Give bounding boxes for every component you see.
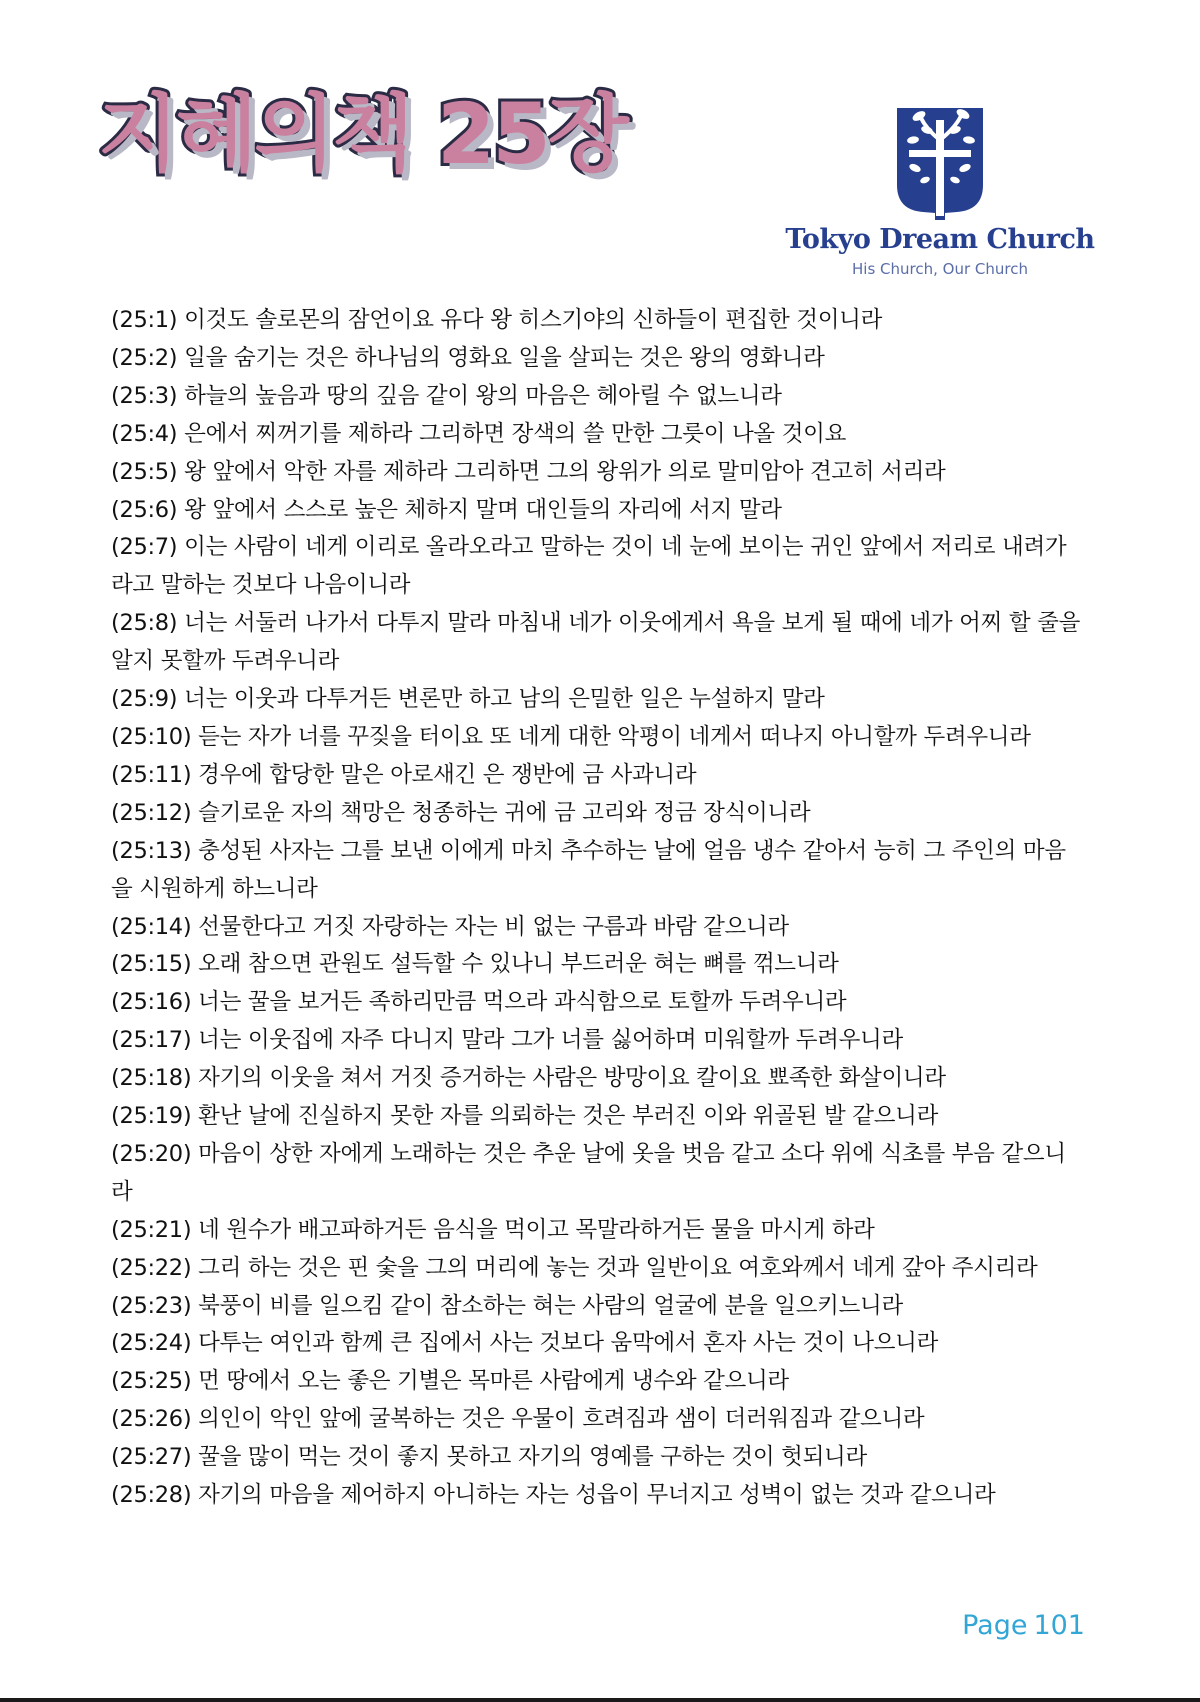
verse-item	[111, 1401, 1086, 1439]
verse-item	[111, 1060, 1086, 1098]
verse-text: 의인이 악인 앞에 굴복하는 것은 우물이 흐려짐과 샘이 더러워짐과 같으니라	[198, 1406, 925, 1433]
verse-list	[111, 302, 1086, 1515]
verse-item	[111, 1022, 1086, 1060]
verse-text: 선물한다고 거짓 자랑하는 자는 비 없는 구름과 바람 같으니라	[198, 913, 789, 940]
verse-text: 환난 날에 진실하지 못한 자를 의뢰하는 것은 부러진 이와 위골된 발 같으니라	[198, 1103, 939, 1130]
verse-text: 너는 이웃과 다투거든 변론만 하고 남의 은밀한 일은 누설하지 말라	[184, 686, 825, 713]
verse-item	[111, 681, 1086, 719]
verse-ref: (25:13)	[111, 837, 192, 864]
verse-item	[111, 757, 1086, 795]
church-tagline: His Church, Our Church	[852, 260, 1028, 278]
verse-ref: (25:4)	[111, 420, 178, 447]
verse-ref: (25:9)	[111, 686, 178, 713]
title-block	[98, 85, 626, 183]
verse-ref: (25:22)	[111, 1254, 192, 1281]
verse-text: 꿀을 많이 먹는 것이 좋지 못하고 자기의 영예를 구하는 것이 헛되니라	[198, 1444, 867, 1471]
verse-ref: (25:14)	[111, 913, 192, 940]
verse-item	[111, 1212, 1086, 1250]
verse-text: 네 원수가 배고파하거든 음식을 먹이고 목말라하거든 물을 마시게 하라	[198, 1216, 875, 1243]
bottom-border	[0, 1698, 1200, 1702]
verse-text: 먼 땅에서 오는 좋은 기별은 목마른 사람에게 냉수와 같으니라	[198, 1368, 789, 1395]
verse-text: 오래 참으면 관원도 설득할 수 있나니 부드러운 혀는 뼈를 꺾느니라	[198, 951, 839, 978]
verse-text: 그리 하는 것은 핀 숯을 그의 머리에 놓는 것과 일반이요 여호와께서 네게 갚아 주시리라	[198, 1254, 1038, 1281]
verse-text: 이는 사람이 네게 이리로 올라오라고 말하는 것이 네 눈에 보이는 귀인 앞에서 저리로 내려가라고 말하는 것보다 나음이니라	[111, 534, 1067, 599]
verse-text: 듣는 자가 너를 꾸짖을 터이요 또 네게 대한 악평이 네게서 떠나지 아니할까 두려우니라	[198, 723, 1031, 750]
verse-item	[111, 529, 1086, 605]
verse-ref: (25:1)	[111, 307, 178, 333]
verse-item	[111, 1288, 1086, 1326]
verse-item	[111, 492, 1086, 530]
verse-text: 자기의 이웃을 쳐서 거짓 증거하는 사람은 방망이요 칼이요 뾰족한 화살이니라	[198, 1065, 946, 1092]
verse-item	[111, 1250, 1086, 1288]
verse-item	[111, 1136, 1086, 1212]
verse-ref: (25:17)	[111, 1027, 192, 1054]
verse-ref: (25:23)	[111, 1292, 192, 1319]
verse-ref: (25:28)	[111, 1482, 192, 1509]
verse-item	[111, 340, 1086, 378]
verse-text: 너는 서둘러 나가서 다투지 말라 마침내 네가 이웃에게서 욕을 보게 될 때에 네가 어찌 할 줄을 알지 못할까 두려우니라	[111, 610, 1081, 675]
verse-item	[111, 909, 1086, 947]
verse-text: 충성된 사자는 그를 보낸 이에게 마치 추수하는 날에 얼음 냉수 같아서 능히 그 주인의 마음을 시원하게 하느니라	[111, 837, 1066, 902]
verse-item	[111, 1477, 1086, 1515]
verse-text: 마음이 상한 자에게 노래하는 것은 추운 날에 옷을 벗음 같고 소다 위에 식초를 부음 같으니라	[111, 1140, 1066, 1205]
verse-item	[111, 795, 1086, 833]
verse-item	[111, 605, 1086, 681]
verse-ref: (25:2)	[111, 344, 178, 371]
verse-ref: (25:7)	[111, 534, 178, 561]
verse-text: 하늘의 높음과 땅의 깊음 같이 왕의 마음은 헤아릴 수 없느니라	[184, 382, 782, 409]
verse-ref: (25:6)	[111, 496, 178, 523]
verse-item	[111, 1325, 1086, 1363]
verse-item	[111, 1439, 1086, 1477]
verse-ref: (25:12)	[111, 799, 192, 826]
verse-item	[111, 378, 1086, 416]
verse-ref: (25:27)	[111, 1444, 192, 1471]
verse-ref: (25:15)	[111, 951, 192, 978]
verse-item	[111, 1098, 1086, 1136]
verse-item	[111, 1363, 1086, 1401]
verse-ref: (25:3)	[111, 382, 178, 409]
verse-ref: (25:19)	[111, 1103, 192, 1130]
verse-text: 너는 이웃집에 자주 다니지 말라 그가 너를 싫어하며 미워할까 두려우니라	[198, 1027, 903, 1054]
cross-tree-icon	[885, 100, 995, 220]
verse-text: 왕 앞에서 악한 자를 제하라 그리하면 그의 왕위가 의로 말미암아 견고히 서리라	[184, 458, 946, 485]
verse-item	[111, 719, 1086, 757]
verse-item	[111, 302, 1086, 340]
verse-ref: (25:25)	[111, 1368, 192, 1395]
page-number	[962, 1610, 1085, 1641]
verse-text: 너는 꿀을 보거든 족하리만큼 먹으라 과식함으로 토할까 두려우니라	[198, 989, 847, 1016]
verse-ref: (25:24)	[111, 1330, 192, 1357]
verse-text: 이것도 솔로몬의 잠언이요 유다 왕 히스기야의 신하들이 편집한 것이니라	[184, 307, 883, 333]
verse-item	[111, 416, 1086, 454]
verse-text: 슬기로운 자의 책망은 청종하는 귀에 금 고리와 정금 장식이니라	[198, 799, 811, 826]
verse-item	[111, 833, 1086, 909]
page-number-value: 101	[1033, 1610, 1085, 1641]
verse-ref: (25:16)	[111, 989, 192, 1016]
verse-text: 왕 앞에서 스스로 높은 체하지 말며 대인들의 자리에 서지 말라	[184, 496, 782, 523]
verse-text: 북풍이 비를 일으킴 같이 참소하는 혀는 사람의 얼굴에 분을 일으키느니라	[198, 1292, 903, 1319]
verse-text: 일을 숨기는 것은 하나님의 영화요 일을 살피는 것은 왕의 영화니라	[184, 344, 825, 371]
verse-text: 자기의 마음을 제어하지 아니하는 자는 성읍이 무너지고 성벽이 없는 것과 같으니라	[198, 1482, 996, 1509]
verse-ref: (25:8)	[111, 610, 178, 637]
verse-item	[111, 946, 1086, 984]
verse-ref: (25:21)	[111, 1216, 192, 1243]
verse-item	[111, 454, 1086, 492]
verse-ref: (25:20)	[111, 1140, 192, 1167]
verse-ref: (25:10)	[111, 723, 192, 750]
verse-ref: (25:11)	[111, 761, 192, 788]
page-label: Page	[962, 1610, 1028, 1641]
verse-text: 경우에 합당한 말은 아로새긴 은 쟁반에 금 사과니라	[198, 761, 697, 788]
church-name: Tokyo Dream Church	[785, 224, 1095, 255]
page-title: 지혜의책 25장	[98, 85, 626, 183]
verse-item	[111, 984, 1086, 1022]
verse-ref: (25:26)	[111, 1406, 192, 1433]
verse-text: 은에서 찌꺼기를 제하라 그리하면 장색의 쓸 만한 그릇이 나올 것이요	[184, 420, 847, 447]
verse-text: 다투는 여인과 함께 큰 집에서 사는 것보다 움막에서 혼자 사는 것이 나으니라	[198, 1330, 939, 1357]
verse-ref: (25:18)	[111, 1065, 192, 1092]
verse-ref: (25:5)	[111, 458, 178, 485]
church-logo	[780, 92, 1100, 292]
